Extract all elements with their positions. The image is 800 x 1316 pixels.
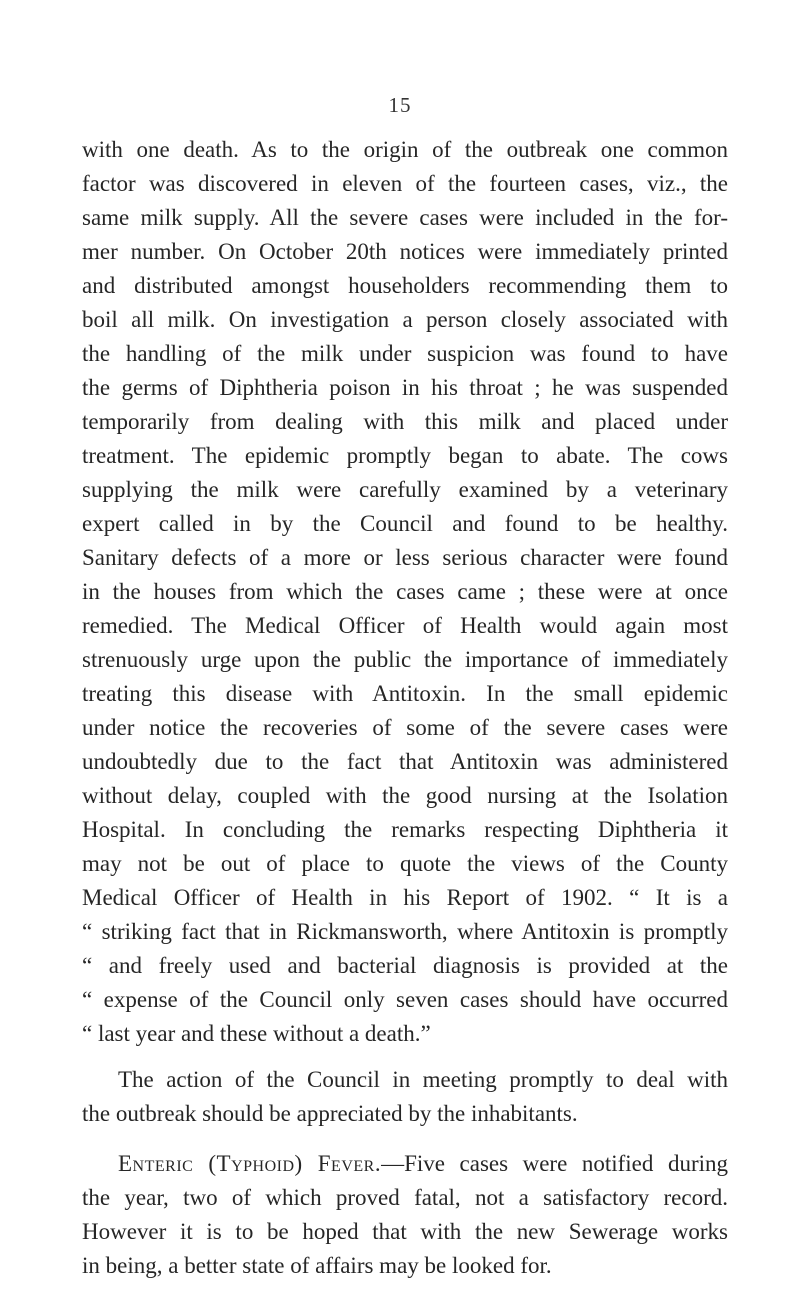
- text-line: However it is to be hoped that with the new Sewerage works: [82, 1219, 728, 1244]
- text-line: [118, 1146, 728, 1182]
- text-line: expert called in by the Council and found to be healthy.: [82, 511, 728, 536]
- text-line: Hospital. In concluding the remarks respecting Diphtheria it: [82, 817, 728, 842]
- text-line: boil all milk. On investigation a person closely associated with: [82, 307, 728, 332]
- text-line: and distributed amongst householders recommending them to: [82, 273, 728, 298]
- text-line: Medical Officer of Health in his Report of 1902. “ It is a: [82, 885, 728, 910]
- quote-line: “ expense of the Council only seven cases should have occurred: [82, 987, 728, 1012]
- text-line: the germs of Diphtheria poison in his throat ; he was suspended: [82, 375, 728, 400]
- text-line: The action of the Council in meeting promptly to deal with: [118, 1067, 728, 1092]
- text-line: may not be out of place to quote the views of the County: [82, 851, 728, 876]
- text-line: with one death. As to the origin of the outbreak one common: [82, 137, 728, 162]
- text-line: the outbreak should be appreciated by the inhabitants.: [82, 1101, 578, 1126]
- text-line: under notice the recoveries of some of the severe cases were: [82, 715, 728, 740]
- text-line: mer number. On October 20th notices were immediately printed: [82, 239, 728, 264]
- text-line: treatment. The epidemic promptly began to abate. The cows: [82, 443, 728, 468]
- text-line: in being, a better state of affairs may be looked for.: [82, 1253, 552, 1278]
- text-line: Sanitary defects of a more or less serious character were found: [82, 545, 728, 570]
- quote-line: “ striking fact that in Rickmansworth, where Antitoxin is promptly: [82, 919, 728, 944]
- text-line: in the houses from which the cases came ; these were at once: [82, 579, 728, 604]
- text-line: strenuously urge upon the public the importance of immediately: [82, 647, 728, 672]
- text-line: supplying the milk were carefully examined by a veterinary: [82, 477, 728, 502]
- text-run: —Five cases were notified during: [381, 1151, 728, 1176]
- text-line: the handling of the milk under suspicion was found to have: [82, 341, 728, 366]
- page-number: 15: [388, 93, 412, 117]
- text-line: without delay, coupled with the good nursing at the Isolation: [82, 783, 728, 808]
- section-heading: Enteric (Typhoid) Fever.: [118, 1151, 382, 1176]
- text-line: undoubtedly due to the fact that Antitoxin was administered: [82, 749, 728, 774]
- text-line: factor was discovered in eleven of the fourteen cases, viz., the: [82, 171, 728, 196]
- quote-line: “ last year and these without a death.”: [82, 1021, 431, 1046]
- text-line: treating this disease with Antitoxin. In the small epidemic: [82, 681, 728, 706]
- text-line: the year, two of which proved fatal, not a satisfactory record.: [82, 1185, 728, 1210]
- text-line: temporarily from dealing with this milk and placed under: [82, 409, 728, 434]
- quote-line: “ and freely used and bacterial diagnosis is provided at the: [82, 953, 728, 978]
- text-line: same milk supply. All the severe cases were included in the for-: [82, 205, 728, 230]
- text-line: remedied. The Medical Officer of Health would again most: [82, 613, 728, 638]
